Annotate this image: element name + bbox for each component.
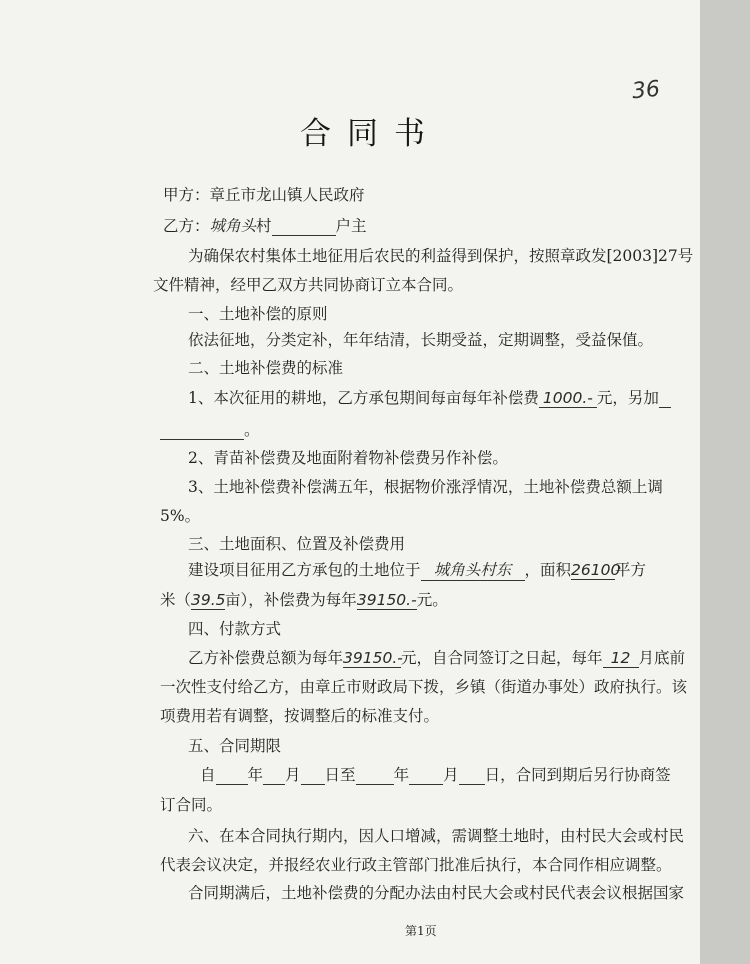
section-3-heading: 三、土地面积、位置及补偿费用 [188,535,406,553]
section-7-line-1: 合同期满后，土地补偿费的分配办法由村民大会或村民代表会议根据国家 [188,884,685,902]
section-2-heading: 二、土地补偿费的标准 [188,359,344,377]
s3-area-handwritten: 26100 [571,561,621,579]
item-1-text-b: 元，另加 [596,389,659,407]
s5-day-to: 日至 [324,766,356,784]
s3-fee-handwritten: 39150.- [356,591,417,609]
s5-month2: 月 [443,766,459,784]
intro-line-1: 为确保农村集体土地征用后农民的利益得到保护，按照章政发[2003]27号 [188,247,694,265]
s5-month2-blank [409,766,443,785]
section-1-heading: 一、土地补偿的原则 [188,305,328,323]
s5-day2: 日，合同到期后另行协商签 [484,766,671,784]
s4-text-a: 乙方补偿费总额为每年 [188,649,344,667]
item-1-extra-blank [659,389,671,408]
s4-total-handwritten: 39150.- [343,649,403,667]
s3-text-d: 米（ [160,591,192,609]
s3-text-e: 亩），补偿费为每年 [225,591,357,609]
section-6-line-1: 六、在本合同执行期内，因人口增减，需调整土地时，由村民大会或村民 [188,827,685,845]
s5-year2: 年 [393,766,410,784]
item-1-amount-handwritten: 1000.- [539,389,597,408]
party-b-village-handwritten: 城角头 [209,217,257,235]
s4-text-b: 元，自合同签订之日起，每年 [401,649,603,667]
party-b-line [163,214,367,236]
document-title: 合同书 [300,116,441,152]
party-b-household: 户主 [335,217,367,235]
s5-day-blank [301,766,325,785]
party-b-village-suffix: 村 [256,217,272,235]
s3-text-a: 建设项目征用乙方承包的土地位于 [188,561,421,579]
section-6-line-2: 代表会议决定，并报经农业行政主管部门批准后执行，本合同作相应调整。 [160,856,672,874]
item-1-extra-blank-2 [160,421,244,440]
handwritten-page-number: 36 [630,76,662,105]
section-5-line-2: 订合同。 [160,796,223,814]
s5-year: 年 [247,766,264,784]
s5-month: 月 [285,766,301,784]
section-4-line-2: 一次性支付给乙方，由章丘市财政局下拨，乡镇（街道办事处）政府执行。该 [160,678,688,696]
party-b-label: 乙方： [163,217,210,235]
s5-year2-blank [356,766,394,785]
section-4-line-1 [188,646,685,668]
section-2-item-3-line-2: 5%。 [160,507,201,525]
party-a-label: 甲方： [163,186,210,204]
section-5-line-1 [200,763,671,785]
s5-day2-blank [459,766,485,785]
household-blank [272,217,336,236]
section-2-item-3-line-1: 3、土地补偿费补偿满五年，根据物价涨浮情况，土地补偿费总额上调 [188,478,663,496]
page-footer: 第1页 [405,924,437,938]
s3-location-handwritten: 城角头村东 [421,558,525,581]
s3-mu-handwritten: 39.5 [191,591,226,609]
party-a-line [163,183,365,205]
section-2-item-1-cont [160,418,260,440]
s4-month-handwritten: 12 [603,649,639,668]
s3-text-f: 元。 [416,591,448,609]
section-2-item-1 [188,386,671,408]
s4-text-c: 月底前 [638,649,686,667]
intro-line-2: 文件精神，经甲乙双方共同协商订立本合同。 [153,276,464,294]
scan-background-edge [700,0,750,964]
section-5-heading: 五、合同期限 [188,737,282,755]
section-2-item-2: 2、青苗补偿费及地面附着物补偿费另作补偿。 [188,449,508,467]
s5-year-blank [216,766,248,785]
party-a-name: 章丘市龙山镇人民政府 [209,186,365,204]
item-1-text-a: 1、本次征用的耕地，乙方承包期间每亩每年补偿费 [188,389,539,407]
item-1-end: 。 [244,421,260,439]
s5-month-blank [263,766,285,785]
section-4-heading: 四、付款方式 [188,620,282,638]
section-3-line-1 [188,558,646,581]
s5-from: 自 [200,766,216,784]
section-3-line-2 [160,588,448,610]
section-1-text: 依法征地，分类定补，年年结清，长期受益，定期调整，受益保值。 [188,331,654,349]
s3-text-c: 平方 [615,561,647,579]
section-4-line-3: 项费用若有调整，按调整后的标准支付。 [160,707,440,725]
s3-text-b: ，面积 [524,561,572,579]
